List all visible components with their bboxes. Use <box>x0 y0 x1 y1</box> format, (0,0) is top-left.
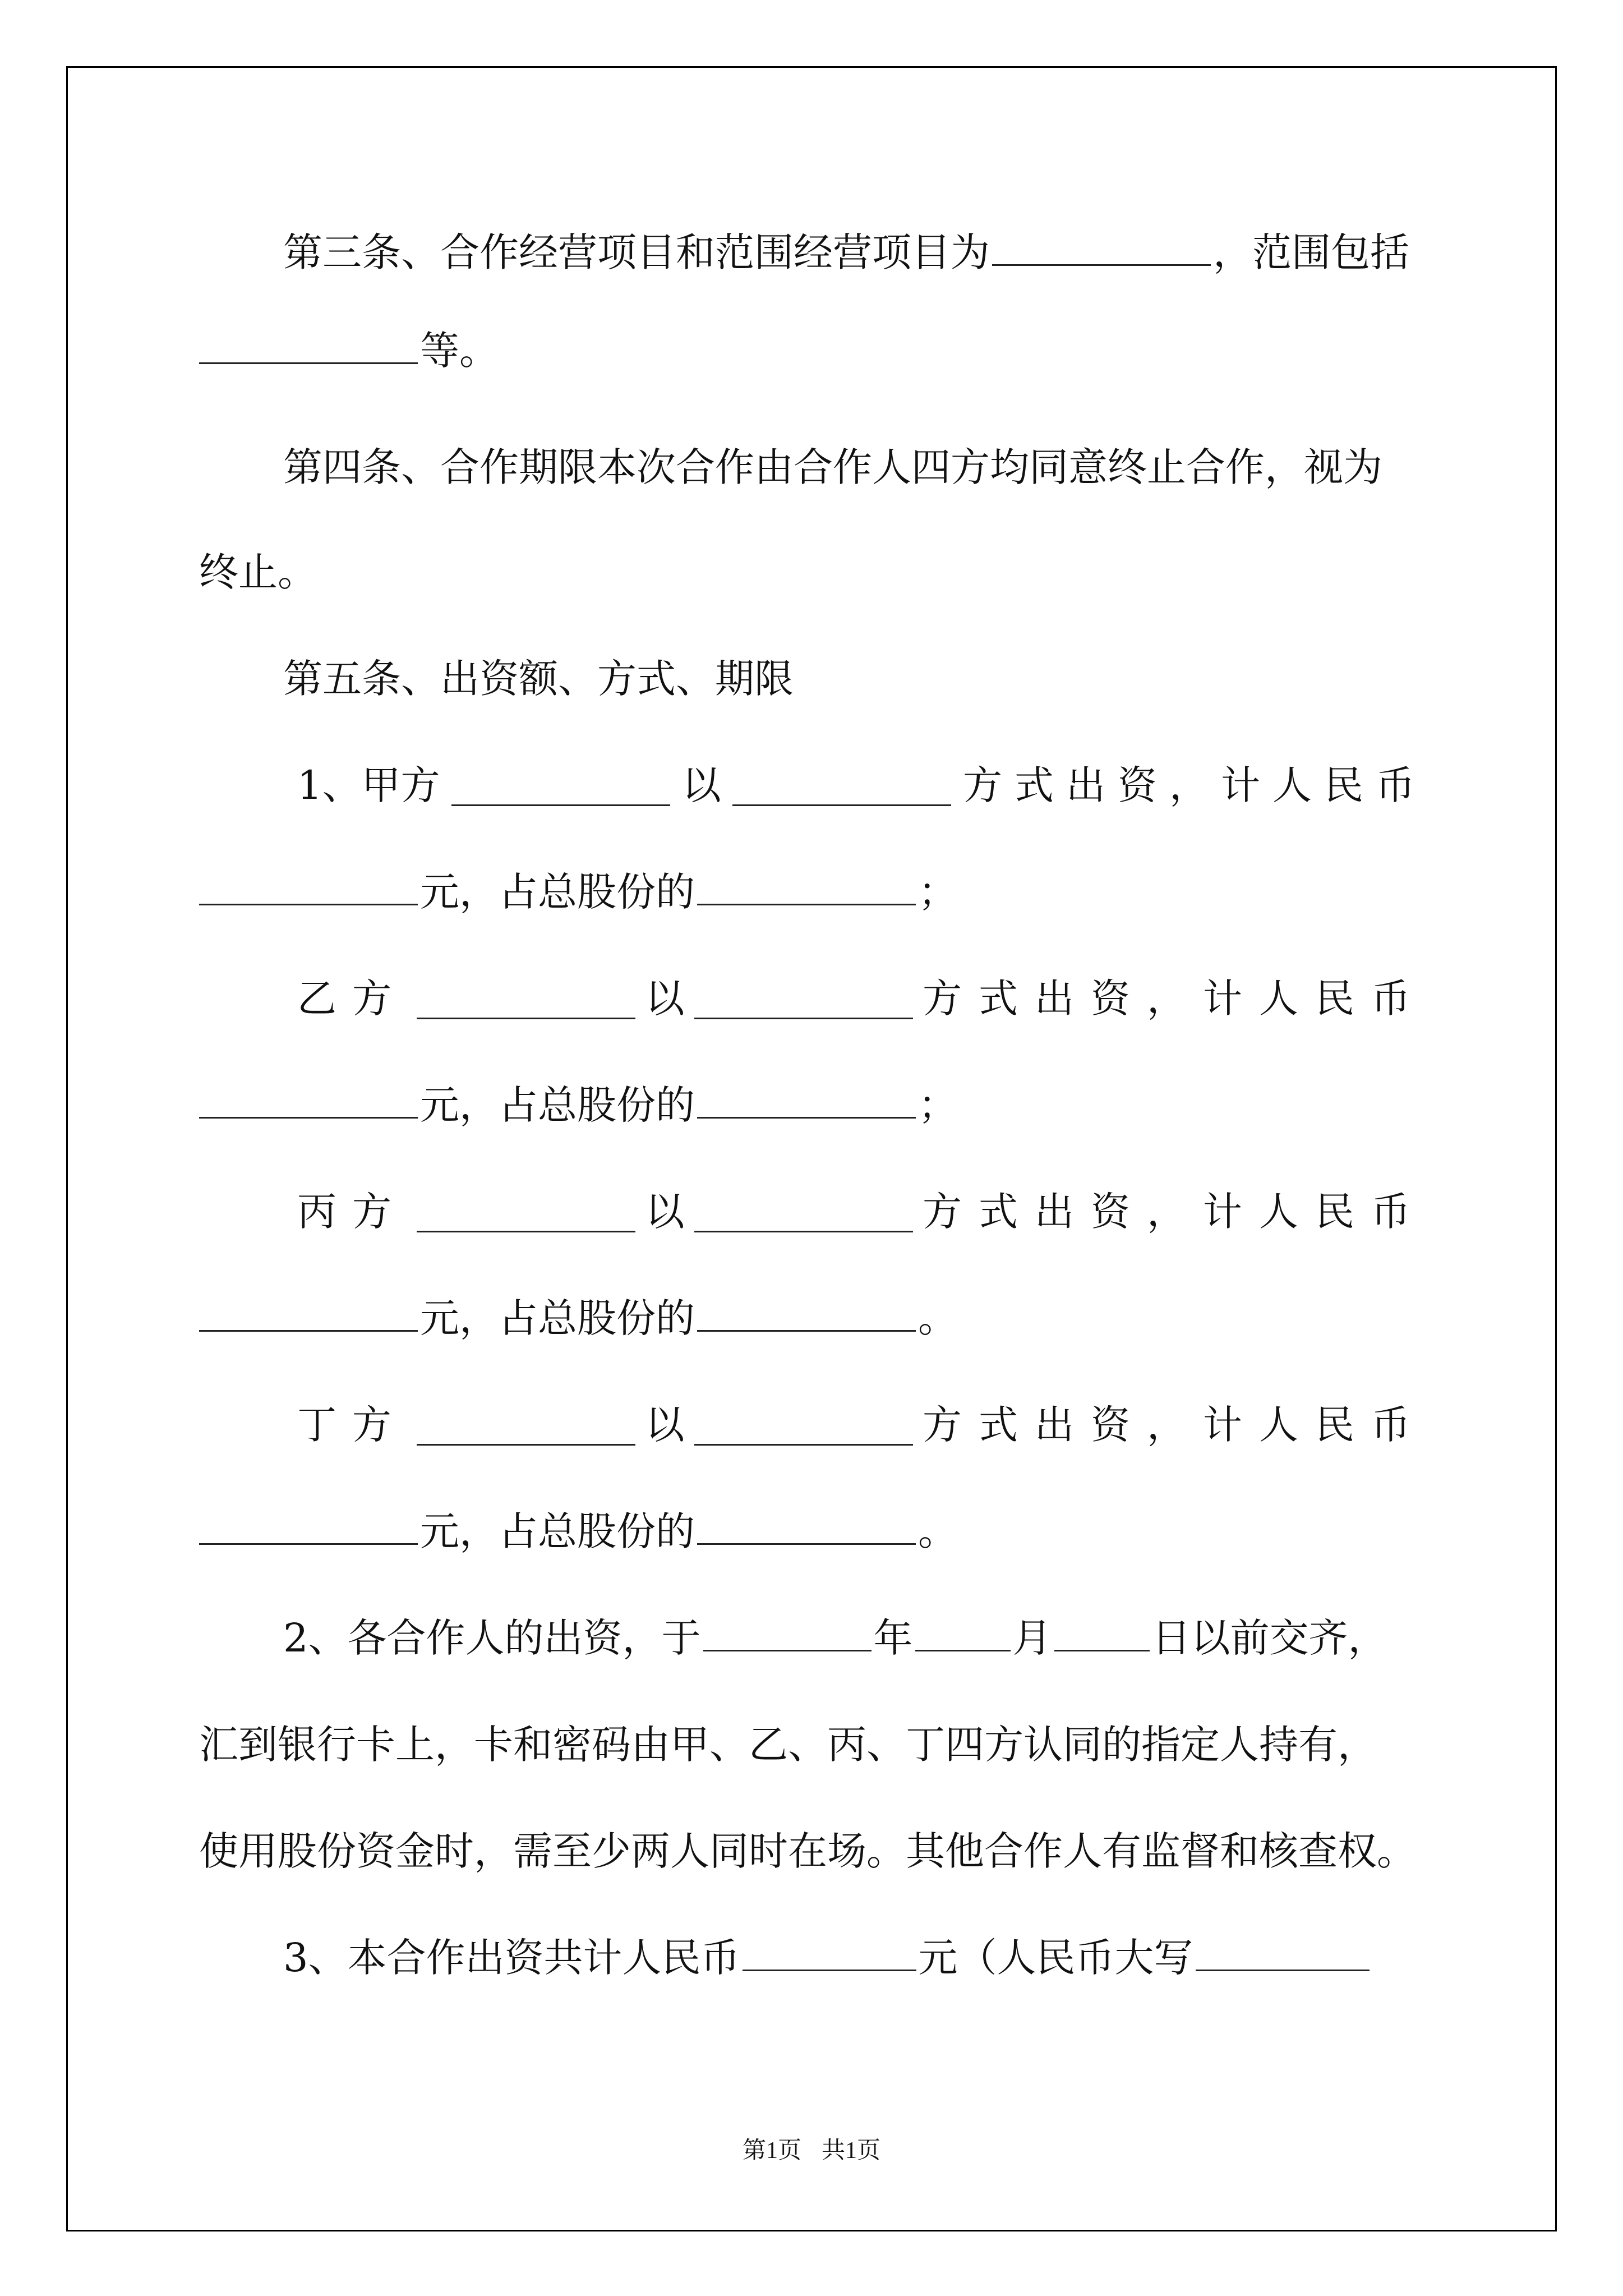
blank-month[interactable] <box>915 1611 1011 1651</box>
party-b-line2 <box>199 1069 1427 1142</box>
item3-middle: 元（人民币大写 <box>918 1935 1193 1981</box>
blank-field[interactable] <box>697 864 916 905</box>
yi-word: 以 <box>645 1402 685 1448</box>
item3-prefix: 3、本合作出资共计人民币 <box>283 1935 740 1981</box>
month-label: 月 <box>1012 1615 1052 1661</box>
blank-field[interactable] <box>697 1504 916 1545</box>
blank-field[interactable] <box>992 225 1211 266</box>
article3-line2 <box>199 314 1427 387</box>
blank-field[interactable] <box>1196 1930 1370 1971</box>
blank-field[interactable] <box>697 1078 916 1119</box>
blank-field[interactable] <box>694 1405 913 1446</box>
item2-line2: 汇到银行卡上，卡和密码由甲、乙、丙、丁四方认同的指定人持有， <box>199 1722 1377 1768</box>
party-a-label: 1、甲方 <box>297 762 440 808</box>
article3-middle: ，范围包括 <box>1213 229 1409 275</box>
semicolon: ； <box>918 1082 957 1128</box>
blank-field[interactable] <box>199 1504 418 1545</box>
method-text: 方式出资，计人民币 <box>962 762 1427 808</box>
party-a-line1 <box>199 749 1427 822</box>
item3-line1 <box>199 1921 1427 1994</box>
article5-title: 第五条、出资额、方式、期限 <box>283 656 794 702</box>
yuan-text: 元，占总股份的 <box>420 1295 695 1341</box>
article3-line1 <box>199 216 1427 289</box>
party-d-line1 <box>199 1388 1427 1461</box>
blank-field[interactable] <box>697 1291 916 1332</box>
blank-field[interactable] <box>199 864 418 905</box>
method-text: 方式出资，计人民币 <box>923 976 1427 1022</box>
item2-prefix: 2、各合作人的出资，于 <box>283 1615 701 1661</box>
party-a-line2 <box>199 855 1427 928</box>
blank-year[interactable] <box>703 1611 872 1651</box>
blank-field[interactable] <box>199 323 418 364</box>
year-label: 年 <box>873 1615 913 1661</box>
blank-field[interactable] <box>694 1191 913 1232</box>
party-c-line1 <box>199 1175 1427 1248</box>
period: 。 <box>918 1295 957 1341</box>
blank-field[interactable] <box>694 978 913 1019</box>
party-d-line2 <box>199 1495 1427 1568</box>
party-b-line1 <box>199 962 1427 1035</box>
page-footer <box>0 2132 1623 2165</box>
day-label: 日以前交齐， <box>1151 1615 1387 1661</box>
yuan-text: 元，占总股份的 <box>420 1082 695 1128</box>
blank-field[interactable] <box>417 978 635 1019</box>
party-d-label: 丁方 <box>297 1402 407 1448</box>
blank-field[interactable] <box>732 765 951 806</box>
article4-line1: 第四条、合作期限本次合作由合作人四方均同意终止合作，视为 <box>283 444 1382 490</box>
article4-line2: 终止。 <box>199 549 317 595</box>
page-border <box>66 66 1557 2231</box>
party-c-line2 <box>199 1282 1427 1355</box>
yi-word: 以 <box>645 976 685 1022</box>
semicolon: ； <box>918 869 957 915</box>
period: 。 <box>918 1508 957 1554</box>
article3-suffix: 等。 <box>420 328 499 374</box>
page-total: 共1页 <box>822 2138 881 2164</box>
page-current: 第1页 <box>742 2138 801 2164</box>
party-c-label: 丙方 <box>297 1189 407 1235</box>
article3-prefix: 第三条、合作经营项目和范围经营项目为 <box>283 229 990 275</box>
blank-field[interactable] <box>451 765 670 806</box>
blank-field[interactable] <box>417 1405 635 1446</box>
item2-line1 <box>199 1602 1427 1674</box>
method-text: 方式出资，计人民币 <box>923 1189 1427 1235</box>
blank-field[interactable] <box>417 1191 635 1232</box>
party-b-label: 乙方 <box>297 976 407 1022</box>
item2-line3: 使用股份资金时，需至少两人同时在场。其他合作人有监督和核查权。 <box>199 1828 1416 1874</box>
blank-field[interactable] <box>199 1078 418 1119</box>
yi-word: 以 <box>681 762 721 808</box>
blank-field[interactable] <box>199 1291 418 1332</box>
method-text: 方式出资，计人民币 <box>923 1402 1427 1448</box>
blank-field[interactable] <box>743 1930 916 1971</box>
yuan-text: 元，占总股份的 <box>420 869 695 915</box>
yi-word: 以 <box>645 1189 685 1235</box>
blank-day[interactable] <box>1054 1611 1150 1651</box>
yuan-text: 元，占总股份的 <box>420 1508 695 1554</box>
